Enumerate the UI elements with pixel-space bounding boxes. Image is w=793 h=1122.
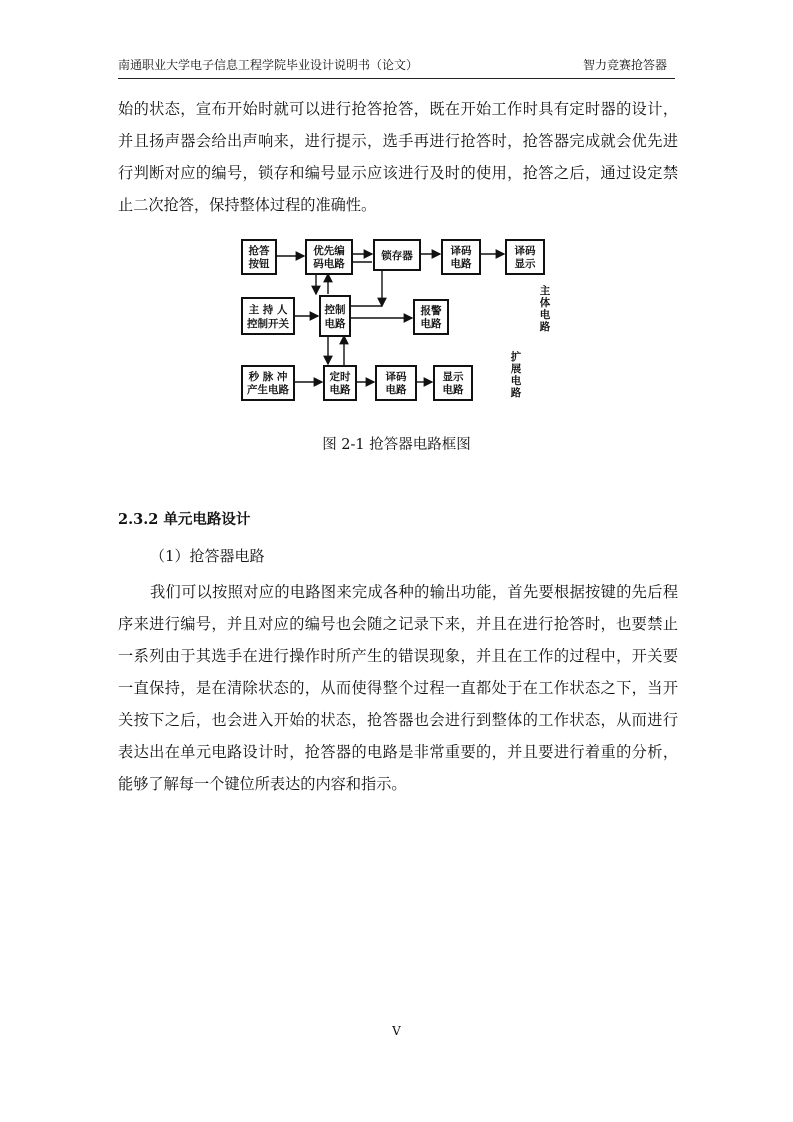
svg-text:译码: 译码: [514, 245, 536, 257]
block-display-bottom: [434, 366, 472, 400]
block-decoder-bottom: [376, 366, 416, 400]
svg-text:码电路: 码电路: [313, 258, 345, 270]
header-thesis-title: 南通职业大学电子信息工程学院毕业设计说明书（论文）: [118, 58, 419, 72]
svg-text:报警: 报警: [420, 305, 442, 317]
svg-text:电路: 电路: [420, 318, 442, 330]
svg-text:译码: 译码: [385, 371, 407, 383]
block-diagram-figure: [232, 232, 562, 410]
svg-text:显示: 显示: [514, 258, 536, 270]
section-title: 2.3.2 单元电路设计: [118, 511, 251, 528]
svg-text:路: 路: [539, 321, 551, 333]
svg-text:体: 体: [539, 297, 551, 309]
block-decoder-top: [442, 240, 480, 274]
figure-caption: 图 2-1 抢答器电路框图: [322, 437, 471, 453]
block-host-switch: [242, 298, 294, 334]
paragraph-answer-circuit: 我们可以按照对应的电路图来完成各种的输出功能，首先要根据按键的先后程序来进行编号，并且对应的编号也会随之记录下来，并且在进行抢答时，也要禁止一系列由于其选手在进行操作时所产生的错误现象，并且在工作的过程中，开关要一直保持，是在清除状态的，从而使得整个过程一直都处于在工作状态之下，当开关按下之后，也会进入开始的状态，抢答器也会进行到整体的工作状态，从而进行表达出在单元电路设计时，抢答器的电路是非常重要的，并且要进行着重的分析，能够了解每一个键位所表达的内容和指示。: [118, 583, 678, 793]
block-priority-encoder: [306, 240, 352, 274]
svg-text:控制开关: 控制开关: [247, 318, 289, 330]
svg-text:秒 脉 冲: 秒 脉 冲: [248, 371, 288, 383]
svg-text:电路: 电路: [324, 318, 346, 330]
header-project-title: 智力竞赛抢答器: [582, 58, 667, 72]
svg-text:电: 电: [539, 309, 551, 321]
svg-text:显示: 显示: [442, 371, 464, 383]
svg-text:电路: 电路: [450, 258, 472, 270]
block-latch: [374, 240, 420, 270]
block-alarm-circuit: [414, 300, 448, 334]
svg-text:定时: 定时: [329, 371, 351, 383]
subsection-title: （1）抢答器电路: [150, 547, 265, 565]
svg-text:产生电路: 产生电路: [247, 384, 289, 396]
svg-text:抢答: 抢答: [248, 245, 270, 257]
page-header: [118, 56, 675, 79]
block-control-circuit: [320, 296, 350, 336]
block-pulse-generator: [242, 366, 294, 400]
svg-text:电路: 电路: [329, 384, 351, 396]
svg-text:控制: 控制: [324, 304, 346, 316]
block-timer-circuit: [324, 366, 356, 400]
svg-text:按钮: 按钮: [248, 258, 270, 270]
block-display-top: [506, 240, 544, 274]
svg-text:优先编: 优先编: [313, 245, 345, 257]
svg-text:译码: 译码: [450, 245, 472, 257]
paragraph-intro: 始的状态，宣布开始时就可以进行抢答抢答，既在开始工作时具有定时器的设计，并且扬声器会给出声响来，进行提示，选手再进行抢答时，抢答器完成就会优先进行判断对应的编号，锁存和编号显示应该进行及时的使用，抢答之后，通过设定禁止二次抢答，保持整体过程的准确性。: [118, 100, 678, 214]
label-extension-circuit: [510, 350, 522, 399]
svg-text:主 持 人: 主 持 人: [248, 304, 288, 316]
svg-text:电路: 电路: [385, 384, 407, 396]
svg-text:路: 路: [510, 387, 522, 399]
svg-text:主: 主: [539, 285, 551, 297]
svg-text:展: 展: [510, 363, 522, 375]
label-main-circuit: [539, 284, 551, 333]
svg-text:电路: 电路: [442, 384, 464, 396]
svg-text:电: 电: [510, 375, 522, 387]
block-diagram: [232, 232, 562, 410]
block-answer-button: [242, 240, 276, 274]
page-number: V: [392, 1024, 401, 1038]
svg-text:锁存器: 锁存器: [381, 250, 413, 262]
svg-text:扩: 扩: [510, 351, 522, 363]
